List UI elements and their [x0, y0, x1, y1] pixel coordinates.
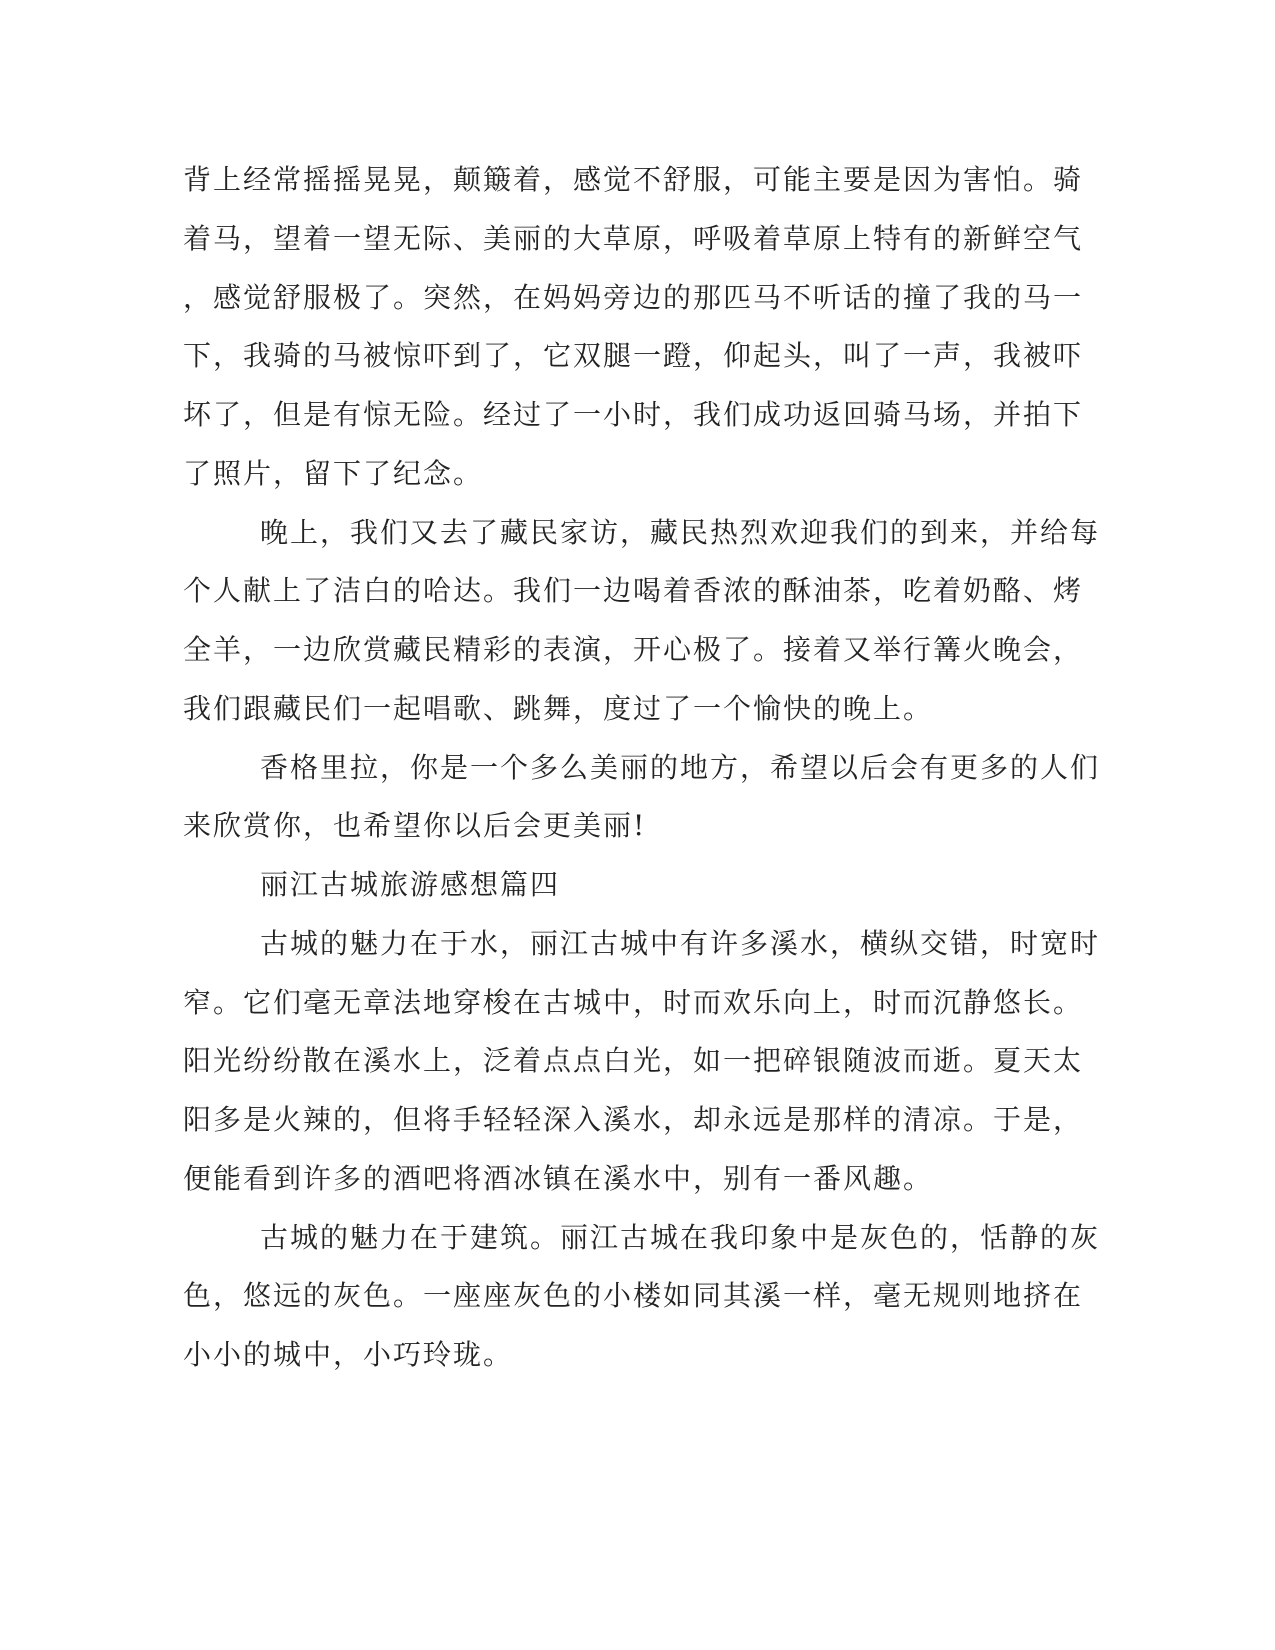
section-heading: 丽江古城旅游感想篇四: [260, 868, 561, 901]
text-line: 了照片，留下了纪念。: [183, 457, 484, 490]
text-line: 下，我骑的马被惊吓到了，它双腿一蹬，仰起头，叫了一声，我被吓: [183, 339, 1084, 372]
text-line: 色，悠远的灰色。一座座灰色的小楼如同其溪一样，毫无规则地挤在: [183, 1279, 1084, 1312]
text-line: 着马，望着一望无际、美丽的大草原，呼吸着草原上特有的新鲜空气: [183, 222, 1084, 255]
paragraph-first-line: 古城的魅力在于水，丽江古城中有许多溪水，横纵交错，时宽时: [260, 927, 1101, 960]
text-line: 阳多是火辣的，但将手轻轻深入溪水，却永远是那样的清凉。于是，: [183, 1103, 1084, 1136]
paragraph-first-line: 古城的魅力在于建筑。丽江古城在我印象中是灰色的，恬静的灰: [260, 1221, 1101, 1254]
text-line: 来欣赏你，也希望你以后会更美丽!: [183, 809, 647, 842]
text-line: 窄。它们毫无章法地穿梭在古城中，时而欢乐向上，时而沉静悠长。: [183, 986, 1084, 1019]
text-line: 小小的城中，小巧玲珑。: [183, 1338, 514, 1371]
text-line: 背上经常摇摇晃晃，颠簸着，感觉不舒服，可能主要是因为害怕。骑: [183, 163, 1084, 196]
text-line: 坏了，但是有惊无险。经过了一小时，我们成功返回骑马场，并拍下: [183, 398, 1084, 431]
text-line: 阳光纷纷散在溪水上，泛着点点白光，如一把碎银随波而逝。夏天太: [183, 1044, 1084, 1077]
text-line: ，感觉舒服极了。突然，在妈妈旁边的那匹马不听话的撞了我的马一: [183, 281, 1084, 314]
paragraph-first-line: 晚上，我们又去了藏民家访，藏民热烈欢迎我们的到来，并给每: [260, 516, 1101, 549]
text-line: 个人献上了洁白的哈达。我们一边喝着香浓的酥油茶，吃着奶酪、烤: [183, 574, 1084, 607]
text-line: 我们跟藏民们一起唱歌、跳舞，度过了一个愉快的晚上。: [183, 692, 934, 725]
text-line: 便能看到许多的酒吧将酒冰镇在溪水中，别有一番风趣。: [183, 1162, 934, 1195]
text-line: 全羊，一边欣赏藏民精彩的表演，开心极了。接着又举行篝火晚会，: [183, 633, 1084, 666]
paragraph-first-line: 香格里拉，你是一个多么美丽的地方，希望以后会有更多的人们: [260, 751, 1101, 784]
